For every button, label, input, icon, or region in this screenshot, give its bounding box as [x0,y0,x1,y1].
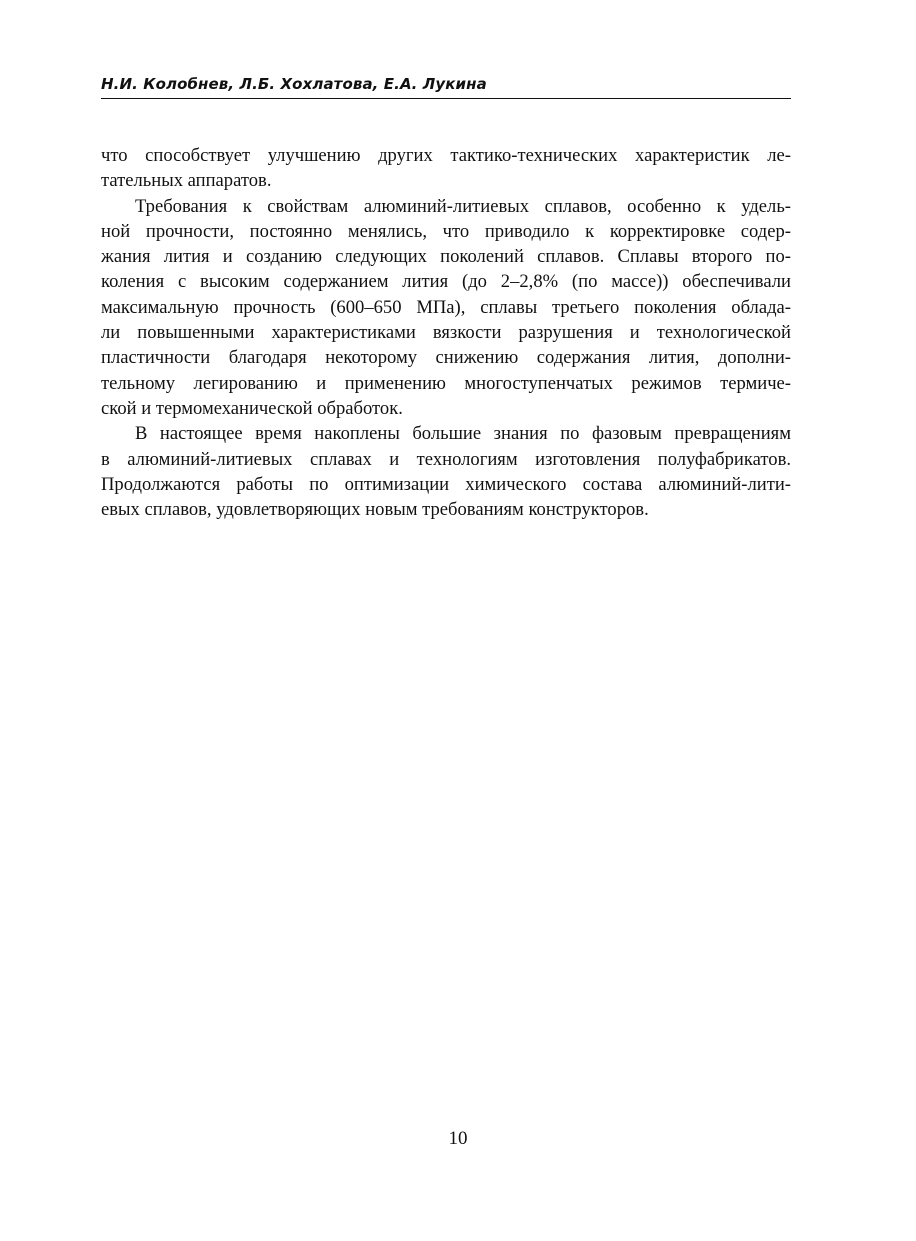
text-line: ской и термомеханической обработок. [101,397,403,419]
body-text [101,143,791,522]
text-line: ной прочности, постоянно менялись, что приводило к корректировке содер- [101,220,791,242]
text-line: В настоящее время накоплены большие знания по фазовым превращениям [135,423,791,445]
text-line: коления с высоким содержанием лития (до 2–2,8% (по массе)) обеспечивали [101,271,791,293]
text-line: Требования к свойствам алюминий-литиевых сплавов, особенно к удель- [135,195,791,217]
text-line: тельному легированию и применению многоступенчатых режимов термиче- [101,372,791,394]
text-line: что способствует улучшению других тактико-технических характеристик ле- [101,145,791,166]
paragraph-3 [101,421,791,522]
paragraph-1 [101,143,791,194]
text-line: евых сплавов, удовлетворяющих новым требованиям конструкторов. [101,499,649,521]
text-line: максимальную прочность (600–650 МПа), сплавы третьего поколения облада- [101,296,791,318]
text-line: жания лития и созданию следующих поколений сплавов. Сплавы второго по- [101,246,791,268]
running-header-authors: Н.И. Колобнев, Л.Б. Хохлатова, Е.А. Лукина [101,75,487,93]
text-line: в алюминий-литиевых сплавах и технологиям изготовления полуфабрикатов. [101,448,791,470]
page-number: 10 [448,1128,468,1149]
text-line: Продолжаются работы по оптимизации химического состава алюминий-лити- [101,473,791,495]
header-rule [101,98,791,99]
text-line: тательных аппаратов. [101,170,272,192]
text-line: ли повышенными характеристиками вязкости разрушения и технологической [101,322,791,344]
text-line: пластичности благодаря некоторому снижению содержания лития, дополни- [101,347,791,369]
paragraph-2 [101,194,791,422]
